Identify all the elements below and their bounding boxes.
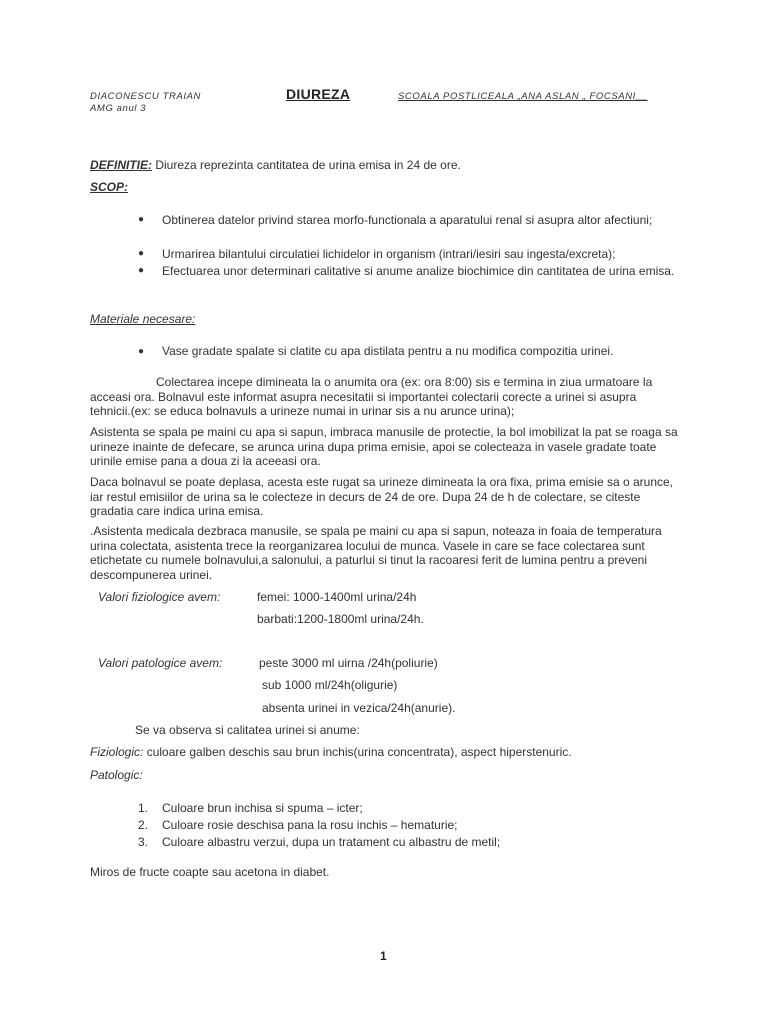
list-number: 2.	[138, 818, 149, 832]
scope-item: Urmarirea bilantului circulatiei lichidelor in organism (intrari/iesiri sau ingesta/excreta);	[162, 247, 616, 261]
pathological-item: Culoare brun inchisa si spuma – icter;	[162, 801, 363, 815]
definition-text: Diureza reprezinta cantitatea de urina emisa in 24 de ore.	[152, 158, 461, 172]
quality-intro: Se va observa si calitatea urinei si anume:	[135, 723, 360, 737]
smell-note: Miros de fructe coapte sau acetona in diabet.	[90, 865, 330, 879]
procedure-paragraph: Asistenta se spala pe maini cu apa si sapun, imbraca manusile de protectie, la bol imobilizat la pat se roaga sa urineze inainte de defecare, se arunca urina dupa prima emisie, apoi se colecteaza in vasele gradate toate urinile emise pana a doua zi la aceeasi ora.	[90, 425, 678, 468]
bullet-icon: ●	[138, 265, 145, 276]
pathological-item: Culoare rosie deschisa pana la rosu inchis – hematurie;	[162, 818, 458, 832]
physiological-label: Fiziologic:	[90, 745, 144, 759]
procedure-paragraph: Daca bolnavul se poate deplasa, acesta este rugat sa urineze dimineata la ora fixa, prima emisie sa o arunce, iar restul emisiilor de urina sa le colecteze in decurs de 24 de ore. Dupa 24 de h de colectare, se citeste gradatia care indica urina emisa.	[90, 475, 673, 518]
bullet-icon: ●	[138, 248, 145, 259]
definition-label: DEFINITIE:	[90, 158, 152, 172]
pathological-value: sub 1000 ml/24h(oligurie)	[262, 678, 398, 692]
pathological-item: Culoare albastru verzui, dupa un tratament cu albastru de metil;	[162, 835, 501, 849]
school-name: SCOALA POSTLICEALA „ANA ASLAN „ FOCSANI__	[398, 91, 648, 102]
physiological-men: barbati:1200-1800ml urina/24h.	[257, 612, 424, 626]
physiological-line	[90, 745, 572, 759]
physiological-women: femei: 1000-1400ml urina/24h	[257, 590, 417, 604]
pathological-values-label: Valori patologice avem:	[98, 656, 223, 670]
scope-item: Obtinerea datelor privind starea morfo-functionala a aparatului renal si asupra altor afectiuni;	[162, 213, 653, 227]
pathological-value: absenta urinei in vezica/24h(anurie).	[262, 701, 456, 715]
procedure-paragraph: .Asistenta medicala dezbraca manusile, se spala pe maini cu apa si sapun, noteaza in foaia de temperatura urina colectata, asistenta trece la reorganizarea locului de munca. Vasele in care se face colectarea sunt etichetate cu numele bolnavului,a salonului, a paturlui si tinut la racoaresi ferit de lumina pentru a preveni descompunerea urinei.	[90, 524, 662, 582]
definition-line	[90, 158, 461, 172]
materials-label: Materiale necesare:	[90, 312, 196, 326]
class-label: AMG anul 3	[90, 103, 147, 114]
bullet-icon: ●	[138, 346, 145, 357]
materials-item: Vase gradate spalate si clatite cu apa distilata pentru a nu modifica compozitia urinei.	[162, 344, 614, 358]
pathological-value: peste 3000 ml uirna /24h(poliurie)	[259, 656, 438, 670]
physiological-text: culoare galben deschis sau brun inchis(urina concentrata), aspect hiperstenuric.	[143, 745, 572, 759]
physiological-values-label: Valori fiziologice avem:	[98, 590, 221, 604]
scope-label: SCOP:	[90, 180, 129, 194]
list-number: 1.	[138, 801, 149, 815]
bullet-icon: ●	[138, 214, 145, 225]
procedure-paragraph: Colectarea incepe dimineata la o anumita ora (ex: ora 8:00) sis e termina in ziua urmatoare la acceasi ora. Bolnavul este informat asupra necesitatii si importantei colectarii corecte a urinei si asupra tehnicii.(ex: se educa bolnavuls a urineze numai in urinar sis a nu arunce urina);	[90, 375, 653, 418]
page-title: DIUREZA	[286, 86, 351, 102]
scope-item: Efectuarea unor determinari calitative si anume analize biochimice din cantitatea de urina emisa.	[162, 264, 675, 278]
pathological-label: Patologic:	[90, 768, 143, 782]
page-number: 1	[380, 949, 387, 963]
list-number: 3.	[138, 835, 149, 849]
author-name: DIACONESCU TRAIAN	[90, 91, 202, 102]
